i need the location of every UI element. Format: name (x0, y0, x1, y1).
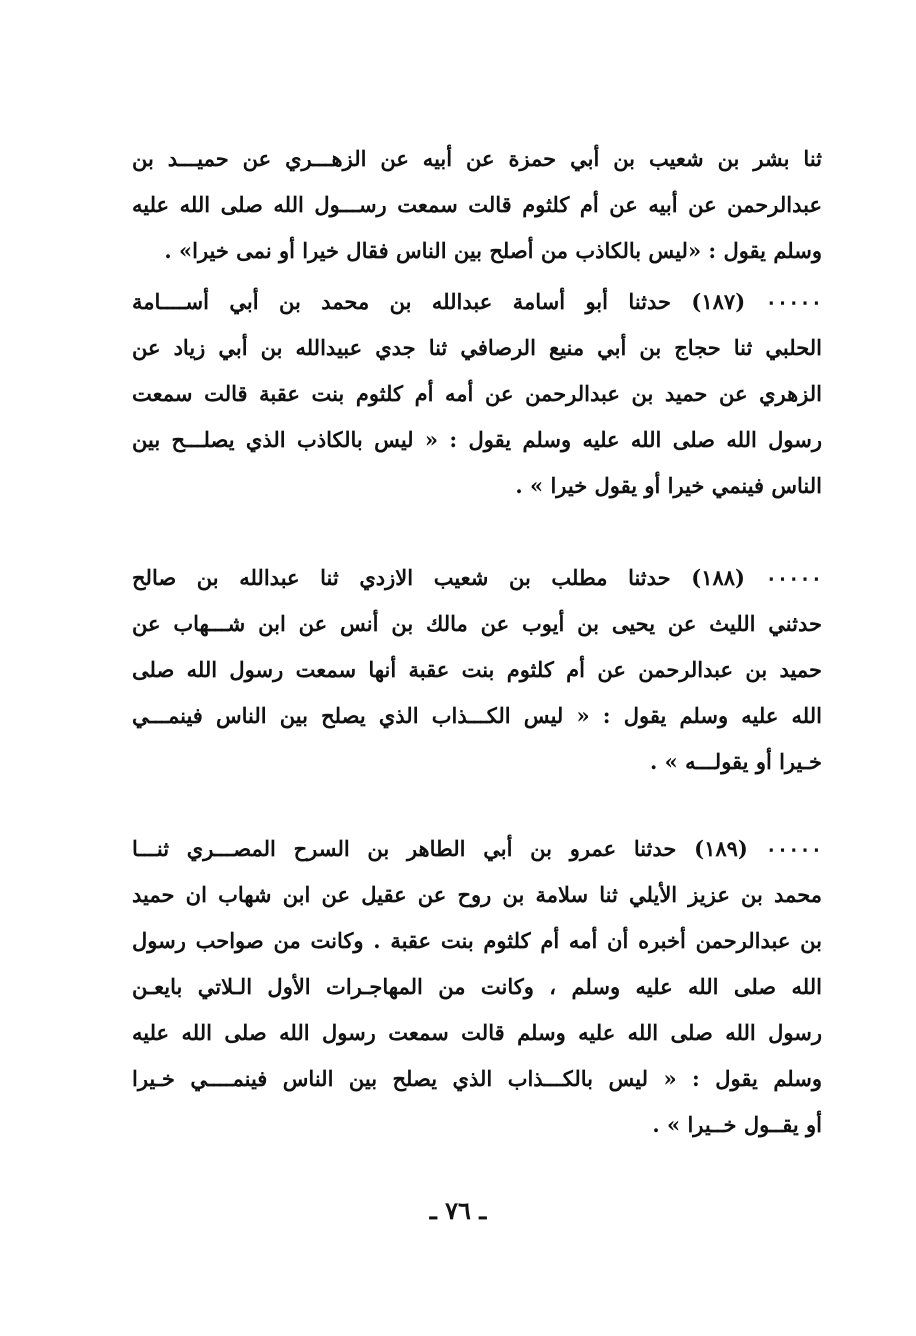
text-line: ٠٠٠٠٠ (١٨٩) حدثنا عمرو بن أبي الطاهر بن السرح المصـــري ثنـــا (132, 836, 822, 861)
text-line: أو يقــول خــيرا » . (652, 1112, 822, 1137)
text-line: الزهري عن حميد بن عبدالرحمن عن أمه أم كلثوم بنت عقبة قالت سمعت (132, 381, 822, 406)
text-line: وسلم يقول : «ليس بالكاذب من أصلح بين الناس فقال خيرا أو نمى خيرا» . (164, 238, 822, 263)
text-line: ٠٠٠٠٠ (١٨٧) حدثنا أبو أسامة عبدالله بن محمد بن أبي أســــامة (132, 289, 822, 314)
paragraph-hadith-189 (132, 826, 822, 1148)
text-line: رسول الله صلى الله عليه وسلم يقول : « ليس بالكاذب الذي يصلـــح بين (132, 427, 822, 452)
text-line: محمد بن عزيز الأيلي ثنا سلامة بن روح عن عقيل عن ابن شهاب ان حميد (132, 882, 822, 907)
text-line: الله صلى الله عليه وسلم ، وكانت من المهاجـرات الأول الـلاتي بايعـن (132, 974, 822, 999)
text-line: بن عبدالرحمن أخبره أن أمه أم كلثوم بنت عقبة . وكانت من صواحب رسول (132, 928, 822, 953)
paragraph-hadith-187 (132, 279, 822, 509)
paragraph-1 (132, 136, 822, 274)
text-line: خـيرا أو يقولـــه » . (650, 749, 822, 774)
text-line: ثنا بشر بن شعيب بن أبي حمزة عن أبيه عن الزهـــري عن حميـــد بن (132, 146, 822, 171)
text-line: وسلم يقول : « ليس بالكـــذاب الذي يصلح بين الناس فينمــــي خـيرا (132, 1066, 822, 1091)
text-line: الحلبي ثنا حجاج بن أبي منيع الرصافي ثنا جدي عبيدالله بن أبي زياد عن (132, 335, 822, 360)
text-line: رسول الله صلى الله عليه وسلم قالت سمعت رسول الله صلى الله عليه (132, 1020, 822, 1045)
text-line: حدثني الليث عن يحيى بن أيوب عن مالك بن أنس عن ابن شـــهاب عن (132, 611, 822, 636)
text-line: الناس فينمي خيرا أو يقول خيرا » . (515, 473, 822, 498)
paragraph-hadith-188 (132, 555, 822, 785)
text-line: ٠٠٠٠٠ (١٨٨) حدثنا مطلب بن شعيب الازدي ثنا عبدالله بن صالح (132, 565, 822, 590)
text-line: عبدالرحمن عن أبيه عن أم كلثوم قالت سمعت رســـول الله صلى الله عليه (132, 192, 822, 217)
text-line: الله عليه وسلم يقول : « ليس الكـــذاب الذي يصلح بين الناس فينمـــي (132, 703, 822, 728)
text-line: حميد بن عبدالرحمن عن أم كلثوم بنت عقبة أنها سمعت رسول الله صلى (132, 657, 822, 682)
page-number: ـ ٧٦ ـ (429, 1196, 487, 1225)
